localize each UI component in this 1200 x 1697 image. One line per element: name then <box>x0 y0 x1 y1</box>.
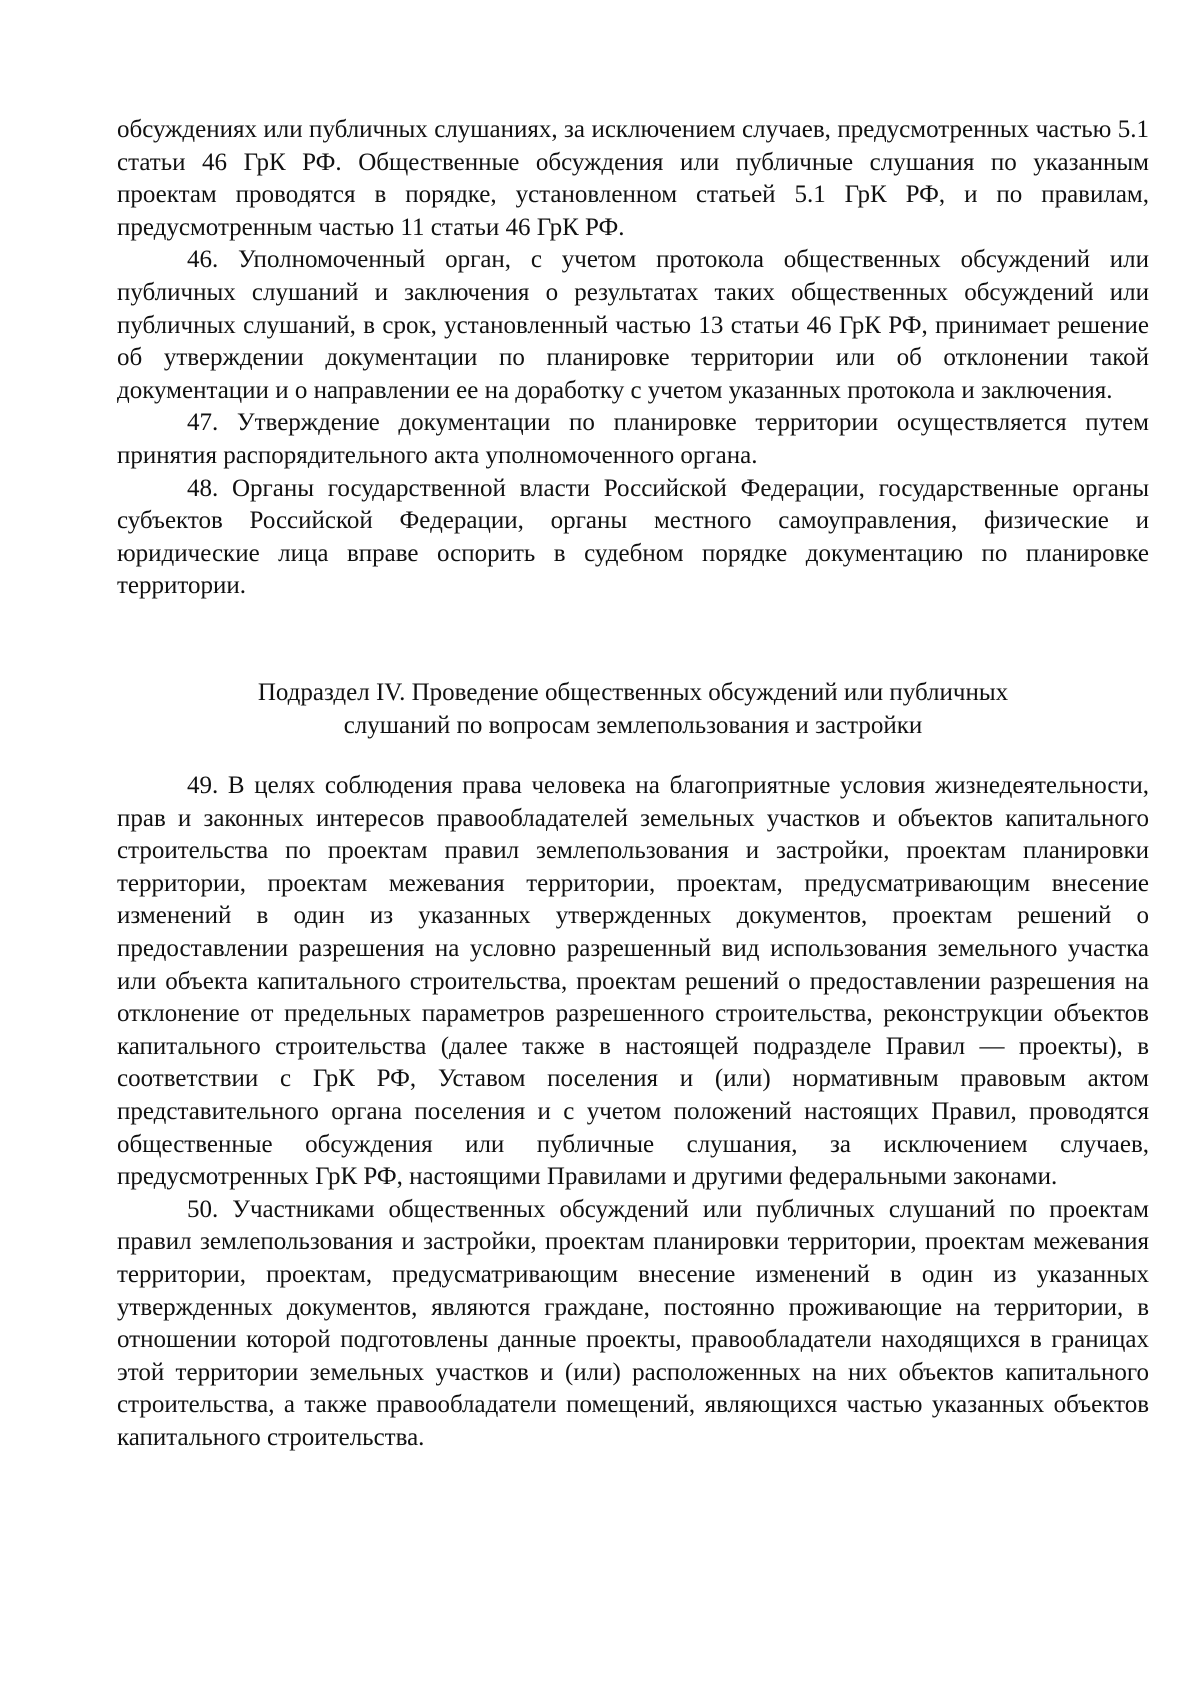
paragraph-49: 49. В целях соблюдения права человека на благоприятные условия жизнедеятельности, прав и законных интересов правообладателей земельных участков и объектов капитального строительства по проектам правил землепользования и застройки, проектам планировки территории, проектам межевания территории, проектам, предусматривающим внесение изменений в один из указанных утвержденных документов, проектам решений о предоставлении разрешения на условно разрешенный вид использования земельного участка или объекта капитального строительства, проектам решений о предоставлении разрешения на отклонение от предельных параметров разрешенного строительства, реконструкции объектов капитального строительства (далее также в настоящей подразделе Правил — проекты), в соответствии с ГрК РФ, Уставом поселения и (или) нормативным правовым актом представительного органа поселения и с учетом положений настоящих Правил, проводятся общественные обсуждения или публичные слушания, за исключением случаев, предусмотренных ГрК РФ, настоящими Правилами и другими федеральными законами. <box>117 772 1149 1191</box>
paragraph-continuation: обсуждениях или публичных слушаниях, за исключением случаев, предусмотренных частью 5.1 статьи 46 ГрК РФ. Общественные обсуждения или публичные слушания по указанным проектам проводятся в порядке, установленном статьей 5.1 ГрК РФ, и по правилам, предусмотренным частью 11 статьи 46 ГрК РФ. <box>117 116 1149 241</box>
paragraph-46: 46. Уполномоченный орган, с учетом протокола общественных обсуждений или публичных слушаний и заключения о результатах таких общественных обсуждений или публичных слушаний, в срок, установленный частью 13 статьи 46 ГрК РФ, принимает решение об утверждении документации по планировке территории или об отклонении такой документации и о направлении ее на доработку с учетом указанных протокола и заключения. <box>117 246 1149 404</box>
paragraph-47: 47. Утверждение документации по планировке территории осуществляется путем принятия распорядительного акта уполномоченного органа. <box>117 409 1149 469</box>
paragraph-48: 48. Органы государственной власти Российской Федерации, государственные органы субъектов Российской Федерации, органы местного самоуправления, физические и юридические лица вправе оспорить в судебном порядке документацию по планировке территории. <box>117 474 1149 600</box>
section-heading-line-1: Подраздел IV. Проведение общественных обсуждений или публичных <box>257 679 1009 706</box>
text-block-top <box>117 114 1149 603</box>
text-block-bottom <box>117 770 1149 1454</box>
paragraph-50: 50. Участниками общественных обсуждений или публичных слушаний по проектам правил землепользования и застройки, проектам планировки территории, проектам межевания территории, проектам, предусматривающим внесение изменений в один из указанных утвержденных документов, являются граждане, постоянно проживающие на территории, в отношении которой подготовлены данные проекты, правообладатели находящихся в границах этой территории земельных участков и (или) расположенных на них объектов капитального строительства, а также правообладатели помещений, являющихся частью указанных объектов капитального строительства. <box>117 1195 1149 1451</box>
section-heading <box>117 677 1149 742</box>
section-heading-line-2: слушаний по вопросам землепользования и застройки <box>343 711 923 739</box>
